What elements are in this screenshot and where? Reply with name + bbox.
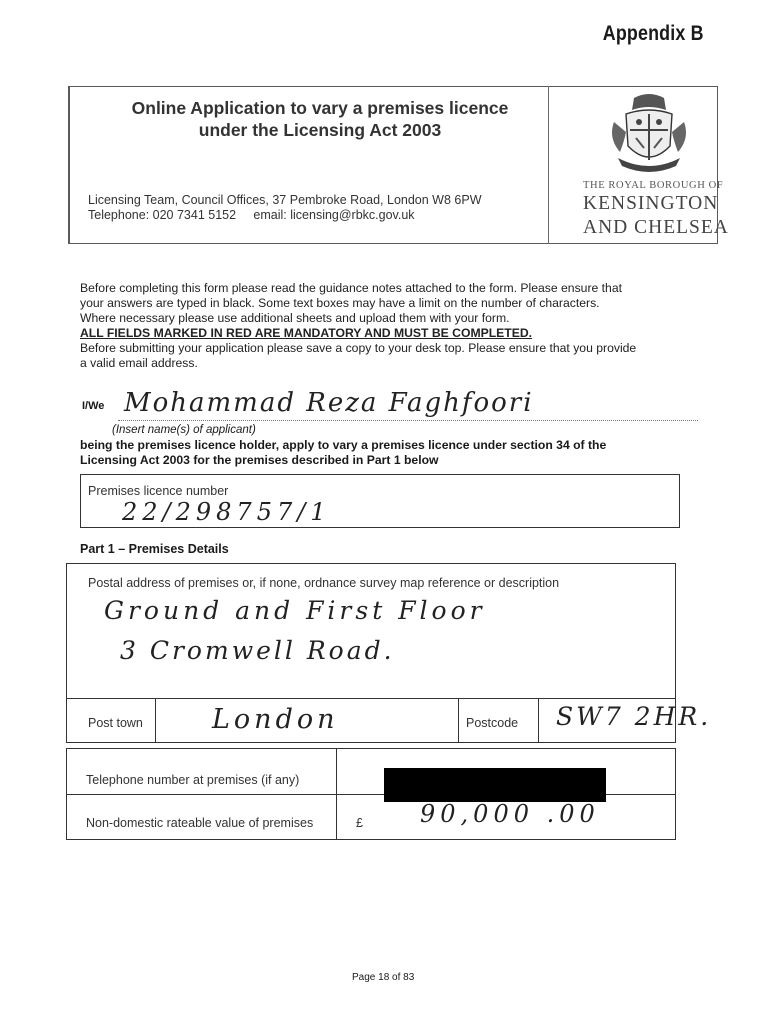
holder-statement: [80, 438, 700, 468]
address-line2[interactable]: 3 Cromwell Road.: [120, 636, 395, 665]
applicant-name[interactable]: Mohammad Reza Faghfoori: [124, 388, 534, 418]
currency-symbol: £: [356, 816, 363, 830]
post-town-separator: [155, 698, 156, 743]
appendix-label: Appendix B: [603, 22, 704, 45]
rateable-value-label: Non-domestic rateable value of premises: [86, 816, 314, 830]
contact-separator: [336, 748, 337, 840]
licence-number-value[interactable]: 22/298757/1: [122, 498, 331, 526]
instruction-line: a valid email address.: [80, 356, 198, 370]
post-town-divider: [66, 698, 676, 699]
form-title: [90, 97, 550, 141]
postal-address-label: Postal address of premises or, if none, ordnance survey map reference or description: [88, 576, 560, 590]
holder-statement-line1: being the premises licence holder, apply to vary a premises licence under section 34 of the: [80, 438, 607, 452]
post-town-value[interactable]: London: [212, 704, 339, 735]
form-title-line1: Online Application to vary a premises licence: [131, 98, 509, 118]
council-address: Licensing Team, Council Offices, 37 Pembroke Road, London W8 6PW: [88, 193, 482, 207]
postcode-label: Postcode: [466, 716, 519, 730]
redacted-telephone: [384, 768, 606, 802]
rateable-value[interactable]: 90,000 .00: [420, 800, 600, 828]
holder-statement-line2: Licensing Act 2003 for the premises described in Part 1 below: [80, 453, 439, 467]
postcode-value-separator: [538, 698, 539, 743]
council-contact: Telephone: 020 7341 5152 email: licensing@rbkc.gov.uk: [88, 208, 415, 222]
instruction-line: your answers are typed in black. Some text boxes may have a limit on the number of characters.: [80, 296, 600, 310]
brand-chelsea: AND CHELSEA: [583, 217, 729, 238]
post-town-label: Post town: [88, 716, 143, 730]
coat-of-arms-icon: [604, 88, 694, 176]
brand-small-text: THE ROYAL BOROUGH OF: [583, 180, 724, 191]
form-title-line2: under the Licensing Act 2003: [198, 120, 442, 140]
postcode-value[interactable]: SW7 2HR.: [556, 702, 712, 731]
insert-name-hint: (Insert name(s) of applicant): [112, 424, 256, 436]
brand-kensington: KENSINGTON: [583, 193, 719, 214]
licence-number-label: Premises licence number: [88, 484, 229, 498]
applicant-name-line: [118, 420, 698, 421]
instruction-line: Before completing this form please read the guidance notes attached to the form. Please ensure that: [80, 281, 622, 295]
instructions: [80, 281, 700, 371]
instruction-line: Before submitting your application please save a copy to your desk top. Please ensure that you provide: [80, 341, 637, 355]
postcode-separator: [458, 698, 459, 743]
instruction-line: Where necessary please use additional sheets and upload them with your form.: [80, 311, 510, 325]
mandatory-notice: ALL FIELDS MARKED IN RED ARE MANDATORY AND MUST BE COMPLETED.: [80, 326, 533, 340]
applicant-label: I/We: [82, 400, 105, 412]
address-line1[interactable]: Ground and First Floor: [104, 596, 486, 625]
part1-heading: Part 1 – Premises Details: [80, 542, 229, 556]
page-number: Page 18 of 83: [352, 972, 415, 983]
telephone-label: Telephone number at premises (if any): [86, 773, 300, 787]
